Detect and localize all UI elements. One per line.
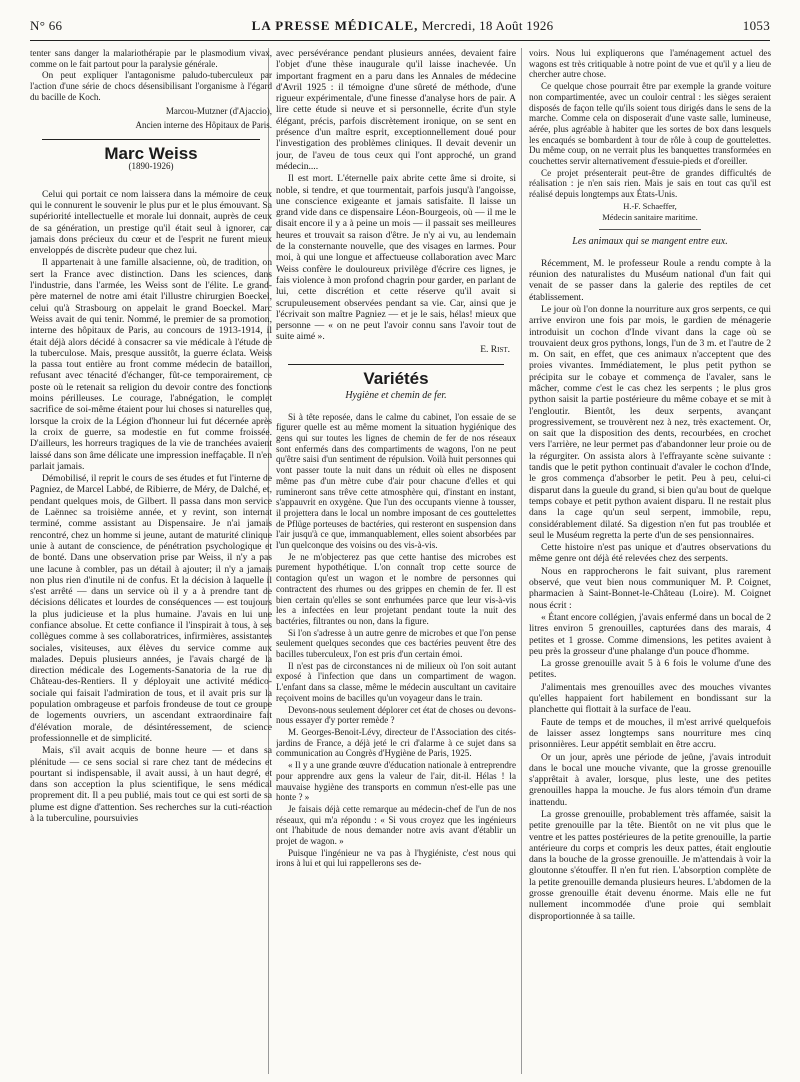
journal-title-line bbox=[252, 18, 554, 34]
column-3 bbox=[529, 48, 771, 1076]
paragraph: Le jour où l'on donne la nourriture aux gros serpents, ce qui arrive environ une fois par mois, le gardien de ménagerie introduisit un cochon d'Inde vivant dans la cage où se trouvaient deux gros pythons, longs, l'un de 3 m. et l'autre de 2 m. On sait, en effet, que ces animaux n'acceptent que des proies vivantes. Immédiatement, le plus petit python se précipita sur le cobaye et commença de l'avaler, sans le mâcher, comme c'est le cas chez les serpents ; le plus gros python saisit la partie postérieure du même cobaye et se mit à l'engloutir. Bientôt, les deux serpents, avançant progressivement, se trouvèrent nez à nez, très exactement. Or, on sait que la disposition des dents, recourbées, en crochet vers l'arrière, ne leur permet pas d'abandonner leur proie ou de la régurgiter. On assista alors à l'effrayante scène suivante : tandis que le petit python continuait d'avaler le cochon d'Inde, le gros commença d'absorber le petit. Peu à peu, celui-ci disparut dans la gueule du grand, si bien qu'au bout de quelque temps cobaye et petit python avaient disparu. Il ne restait plus dans la cage qu'un seul serpent, immobile, repu, considérablement dilaté. Sa digestion n'en fut pas troublée et seul le Muséum regretta la perte d'un de ses pensionnaires. bbox=[529, 303, 771, 541]
header-rule bbox=[30, 40, 770, 41]
paragraph: Je faisais déjà cette remarque au médecin-chef de l'un de nos réseaux, qui m'a répondu : « Si vous croyez que les ingénieurs ont l'habitude de nous demander notre avis avant d'établir un projet de wagon. » bbox=[276, 803, 516, 847]
paragraph: Puisque l'ingénieur ne va pas à l'hygiéniste, c'est nous qui irons à lui et qui lui rappellerons ses de- bbox=[276, 847, 516, 869]
paragraph: Faute de temps et de mouches, il m'est arrivé quelquefois de laisser assez longtemps sans nourriture mes cinq prisonnières. Leur appétit semblait en être accru. bbox=[529, 716, 771, 751]
paragraph: La grosse grenouille avait 5 à 6 fois le volume d'une des petites. bbox=[529, 658, 771, 681]
paragraph: Il est mort. L'éternelle paix abrite cette âme si droite, si noble, si tendre, et que tourmentait, parfois jusqu'à l'angoisse, une conscience exigeante et jamais satisfaite. Il laisse un grand vide dans ce dispensaire Léon-Bourgeois, où — il me le disait encore il y a à peine un mois — il passait ses meilleures heures et trouvait sa raison d'être. Je n'y ai vu, au lendemain de la consternante nouvelle, que des visages en larmes. Pour moi, à qui une longue et affectueuse collaboration avec Marc Weiss confère le douloureux privilège d'écrire ces lignes, je fais violence à mon profond chagrin pour garder, en parlant de lui, cette discrétion et cette réserve qu'il avait si scrupuleusement observées pendant sa vie. Car, ainsi que je l'écrivait son maître Pagniez — et je le sais, hélas! mieux que personne — « on ne peut l'avoir connu sans l'avoir tout de suite aimé ». bbox=[276, 173, 516, 343]
paragraph: Ce projet présenterait peut-être de grandes difficultés de réalisation : je n'en sais rien. Mais je sais en tout cas qu'il est réalisé depuis longtemps aux États-Unis. bbox=[529, 167, 771, 200]
paragraph: Mais, s'il avait acquis de bonne heure — et dans sa plénitude — ce sens social si rare chez tant de médecins et pourtant si indispensable, il avait aussi, à un haut degré, et dans son acception la plus scientifique, le sens médical proprement dit. Il a peu publié, mais tout ce qui est sorti de sa plume est digne d'attention. Ses recherches sur la cuti-réaction à la tuberculine, poursuivies bbox=[30, 745, 272, 825]
journal-title: LA PRESSE MÉDICALE, bbox=[251, 18, 419, 33]
paragraph: J'alimentais mes grenouilles avec des mouches vivantes qu'elles happaient fort habilement en bondissant sur la planchette qui flottait à la surface de l'eau. bbox=[529, 681, 771, 716]
paragraph: Démobilisé, il reprit le cours de ses études et fut l'interne de Pagniez, de Marcel Labbé, de Ribierre, de Méry, de Dalché, et, pendant quelques mois, de Gilbert. Il passa dans mon service de Laënnec sa troisième année, et y revint, son internat terminé, comme assistant au Dispensaire. Je n'ai jamais rencontré, chez un homme si jeune, autant de maturité clinique unie à autant de conscience, de pénétration psychologique et de bonté. Dans une observation prise par Weiss, il n'y a pas une lacune à combler, pas un détail à ajouter; il n'y a jamais non plus rien d'inutile ni de confus. Et la décision à laquelle il s'est arrêté — dans un service où il y a à prendre tant de décisions délicates et lourdes de conséquences — est toujours la plus judicieuse et la plus humaine. J'avais en lui une confiance absolue. Et cette confiance il l'inspirait à tous, à ses collègues comme à ses collaboratrices, infirmières, assistantes sociales, visiteuses, aux élèves du service comme aux malades. Depuis plusieurs années, je l'avais chargé de la direction médicale des Logements-Sanatoria de la rue du Château-des-Rentiers. Il y déployait une activité médico-sociale qui faisait l'admiration de tous, et il avait pris sur la population ombrageuse et parfois frondeuse de tout ce groupe de logements ouvriers, un ascendant extraordinaire fait d'élévation morale, de désintéressement, de science professionnelle et de simplicité. bbox=[30, 473, 272, 744]
article-subtitle: Hygiène et chemin de fer. bbox=[345, 390, 447, 402]
paragraph: avec persévérance pendant plusieurs années, devaient faire l'objet d'une thèse inaugurale qu'il laisse inachevée. Un important fragment en a paru dans les Annales de médecine d'Avril 1925 : il témoigne d'une sûreté de méthode, d'une rigueur expérimentale, d'une finesse d'analyse hors de pair. A lire cette étude si neuve et si personnelle, écrite d'un style élégant, précis, parfois discrètement ironique, on se sent en présence d'un maître esprit, exceptionnellement doué pour l'investigation des problèmes cliniques. Il devait devenir un jour, de l'aveu de tous ceux qui l'ont approché, un grand médecin.... bbox=[276, 48, 516, 172]
obituary-dates: (1890-1926) bbox=[128, 161, 174, 172]
paragraph: Si l'on s'adresse à un autre genre de microbes et que l'on pense seulement quelques secondes que ces bactéries peuvent être des bacilles tuberculeux, l'on est pris d'un certain émoi. bbox=[276, 627, 516, 660]
signature-title: Médecin sanitaire maritime. bbox=[602, 212, 698, 223]
section-title-varietes: Variétés bbox=[363, 369, 429, 389]
column-1 bbox=[30, 48, 272, 1076]
section-rule bbox=[42, 139, 260, 140]
signature-title: Ancien interne des Hôpitaux de Paris. bbox=[135, 119, 272, 130]
column-divider bbox=[521, 48, 522, 1074]
section-rule bbox=[599, 229, 701, 230]
paragraph: Or un jour, après une période de jeûne, j'avais introduit dans le bocal une mouche vivante, que la grosse grenouille s'apprêtait à avaler, lorsque, plus leste, une des petites grenouilles happa la mouche. Je fus alors témoin d'un drame inattendu. bbox=[529, 751, 771, 808]
paragraph: M. Georges-Benoit-Lévy, directeur de l'Association des cités-jardins de France, a déjà jeté le cri d'alarme à ce sujet dans sa communication au Congrès d'Hygiène de Paris, 1925. bbox=[276, 727, 516, 759]
paragraph: « Il y a une grande œuvre d'éducation nationale à entreprendre pour apprendre aux gens la valeur de l'air, dit-il. Hélas ! la mauvaise hygiène des transports en commun n'est-elle pas une honte ? » bbox=[276, 760, 516, 803]
page-number: 1053 bbox=[742, 18, 770, 33]
paragraph: Devons-nous seulement déplorer cet état de choses ou devons-nous essayer d'y porter remède ? bbox=[276, 704, 516, 726]
section-rule bbox=[288, 364, 504, 365]
paragraph: « Étant encore collégien, j'avais enfermé dans un bocal de 2 litres environ 5 grenouilles, capturées dans des marais, 4 petites et 1 grosse. Comme dimensions, les petites avaient à peu près la grosseur d'une phalange d'un pouce d'homme. bbox=[529, 611, 771, 657]
paragraph: Il n'est pas de circonstances ni de milieux où l'on soit autant exposé à l'infection que dans un compartiment de wagon. L'enfant dans sa classe, même le médecin auscultant un cavitaire reçoivent moins de bacilles qu'un voyageur dans le train. bbox=[276, 660, 516, 703]
paragraph: Cette histoire n'est pas unique et d'autres observations du même genre ont déjà été relevées chez des serpents. bbox=[529, 542, 771, 565]
issue-number: N° 66 bbox=[30, 18, 63, 33]
obituary-title: Marc Weiss bbox=[104, 144, 198, 164]
page-header bbox=[30, 18, 770, 38]
paragraph: Je ne m'objecterez pas que cette hantise des microbes est purement hypothétique. L'on connaît trop cette source de contagion qu'est un wagon et le nombre de personnes qui contractent des rhumes ou des grippes en chemin de fer. Il est bien certain qu'elles se sont enrhumées parce que leur vis-à-vis les a infectées en leur projetant pendant toute la nuit des bactéries, filtrantes ou non, dans la figure. bbox=[276, 551, 516, 626]
paragraph: Nous en rapprocherons le fait suivant, plus rarement observé, que veut bien nous communiquer M. P. Coignet, pharmacien à Saint-Bonnet-le-Château (Loire). M. Coignet nous écrit : bbox=[529, 565, 771, 611]
author-signature: E. Rist. bbox=[480, 344, 510, 355]
signature: H.-F. Schaeffer, bbox=[623, 200, 677, 211]
article-subtitle: Les animaux qui se mangent entre eux. bbox=[572, 236, 728, 248]
paragraph: Celui qui portait ce nom laissera dans la mémoire de ceux qui le connurent le souvenir le plus pur et le plus émouvant. Sa supériorité intellectuelle et morale lui donnait, auprès de ceux de sa génération, un prestige qu'il était seul à ignorer, car jamais dons précieux du cœur et de l'esprit ne furent mieux enveloppés de discrète pudeur que chez lui. bbox=[30, 188, 272, 257]
paragraph: Il appartenait à une famille alsacienne, où, de tradition, on sert la France avec distinction. Dans les sciences, dans l'industrie, dans l'armée, les Weiss sont de l'élite. Le grand-père maternel de notre ami était l'illustre chirurgien Boeckel, celui qu'à Strasbourg on appelait le grand Boeckel. Marc Weiss avait de qui tenir. Nommé, le premier de sa promotion, interne des hôpitaux de Paris, au concours de 1913-1914, il était déjà alors décidé à consacrer sa vie médicale à l'étude de la tuberculose. Mais, presque aussitôt, la guerre éclata. Weiss la passa tout entière au front comme médecin de bataillon, refusant avec ténacité d'échanger, fût-ce temporairement, ce poste où le retenait sa religion du devoir contre des fonctions moins périlleuses. Le courage, l'abnégation, le complet sacrifice de soi-même étaient pour lui choses si naturelles que, lorsque la croix de la Légion d'honneur lui fut décernée après la croix de guerre, sa modestie en fut comme froissée. D'ailleurs, les horreurs tragiques de la vie de tranchées avaient laissé dans son âme délicate une impression ineffaçable. Il n'en parlait jamais. bbox=[30, 257, 272, 472]
issue-date: Mercredi, 18 Août 1926 bbox=[421, 18, 554, 33]
paragraph: On peut expliquer l'antagonisme paludo-tuberculeux par l'action d'une série de chocs désensibilisant l'organisme à l'égard du bacille de Koch. bbox=[30, 70, 272, 102]
paragraph: Ce quelque chose pourrait être par exemple la grande voiture non compartimentée, avec un couloir central : les sièges seraient disposés de façon telle qu'ils soient tous dirigés dans le sens de la marche. Comme cela on disposerait d'une vaste salle, lumineuse, aérée, plus agréable à habiter que les sortes de box dans lesquels les encaqués se bombardent à tour de rôle à coup de gouttelettes. Du même coup, on ne verrait plus les banquettes transformées en couchettes servir alternativement d'essuie-pieds et d'oreiller. bbox=[529, 81, 771, 167]
signature: Marcou-Mutzner (d'Ajaccio), bbox=[165, 105, 272, 116]
column-2 bbox=[276, 48, 516, 1076]
paragraph: tenter sans danger la malariothérapie par le plasmodium vivax, comme on le fait partout pour la paralysie générale. bbox=[30, 48, 272, 69]
paragraph: voirs. Nous lui expliquerons que l'aménagement actuel des wagons est très critiquable à notre point de vue et qu'il y a lieu de chercher autre chose. bbox=[529, 48, 771, 80]
paragraph: Récemment, M. le professeur Roule a rendu compte à la réunion des naturalistes du Muséum national d'un fait qui venait de se passer dans la galerie des reptiles de cet établissement. bbox=[529, 257, 771, 303]
paragraph: Si à tête reposée, dans le calme du cabinet, l'on essaie de se figurer quelle est au même moment la situation hygiénique des gens qui sur toutes les lignes de chemin de fer de nos réseaux sont enfermés dans des compartiments de wagons, l'on ne peut qu'être saisi d'un sentiment de répulsion. Voilà huit personnes qui vont passer toute la nuit dans un réduit où elles ne disposent même pas d'un mètre cube d'air pour chacune d'elles et qui rumineront sans trêve cette atmosphère qui, d'instant en instant, s'appauvrit en oxygène. Que l'un des occupants vienne à tousser, il projettera dans le local un nombre imposant de ces gouttelettes de Pflüge porteuses de bactéries, qui resteront en suspension dans l'air jusqu'à ce que, immanquablement, elles soient absorbées par l'un quelconque des voisins ou des vis-à-vis. bbox=[276, 411, 516, 551]
paragraph: La grosse grenouille, probablement très affamée, saisit la petite grenouille par la tête. Bientôt on ne vit plus que le ventre et les pattes postérieures de la petite grenouille, la partie antérieure du corps et compris les deux pattes, était engloutie dans la bouche de la grosse grenouille. Je m'attendais à voir la gloutonne s'étouffer. Il n'en fut rien. L'absorption complète de la petite grenouille demanda plusieurs heures. L'abdomen de la grosse grenouille était devenu énorme. Mais elle ne fut nullement incommodée d'une proie qui semblait disproportionnée à sa taille. bbox=[529, 808, 771, 922]
